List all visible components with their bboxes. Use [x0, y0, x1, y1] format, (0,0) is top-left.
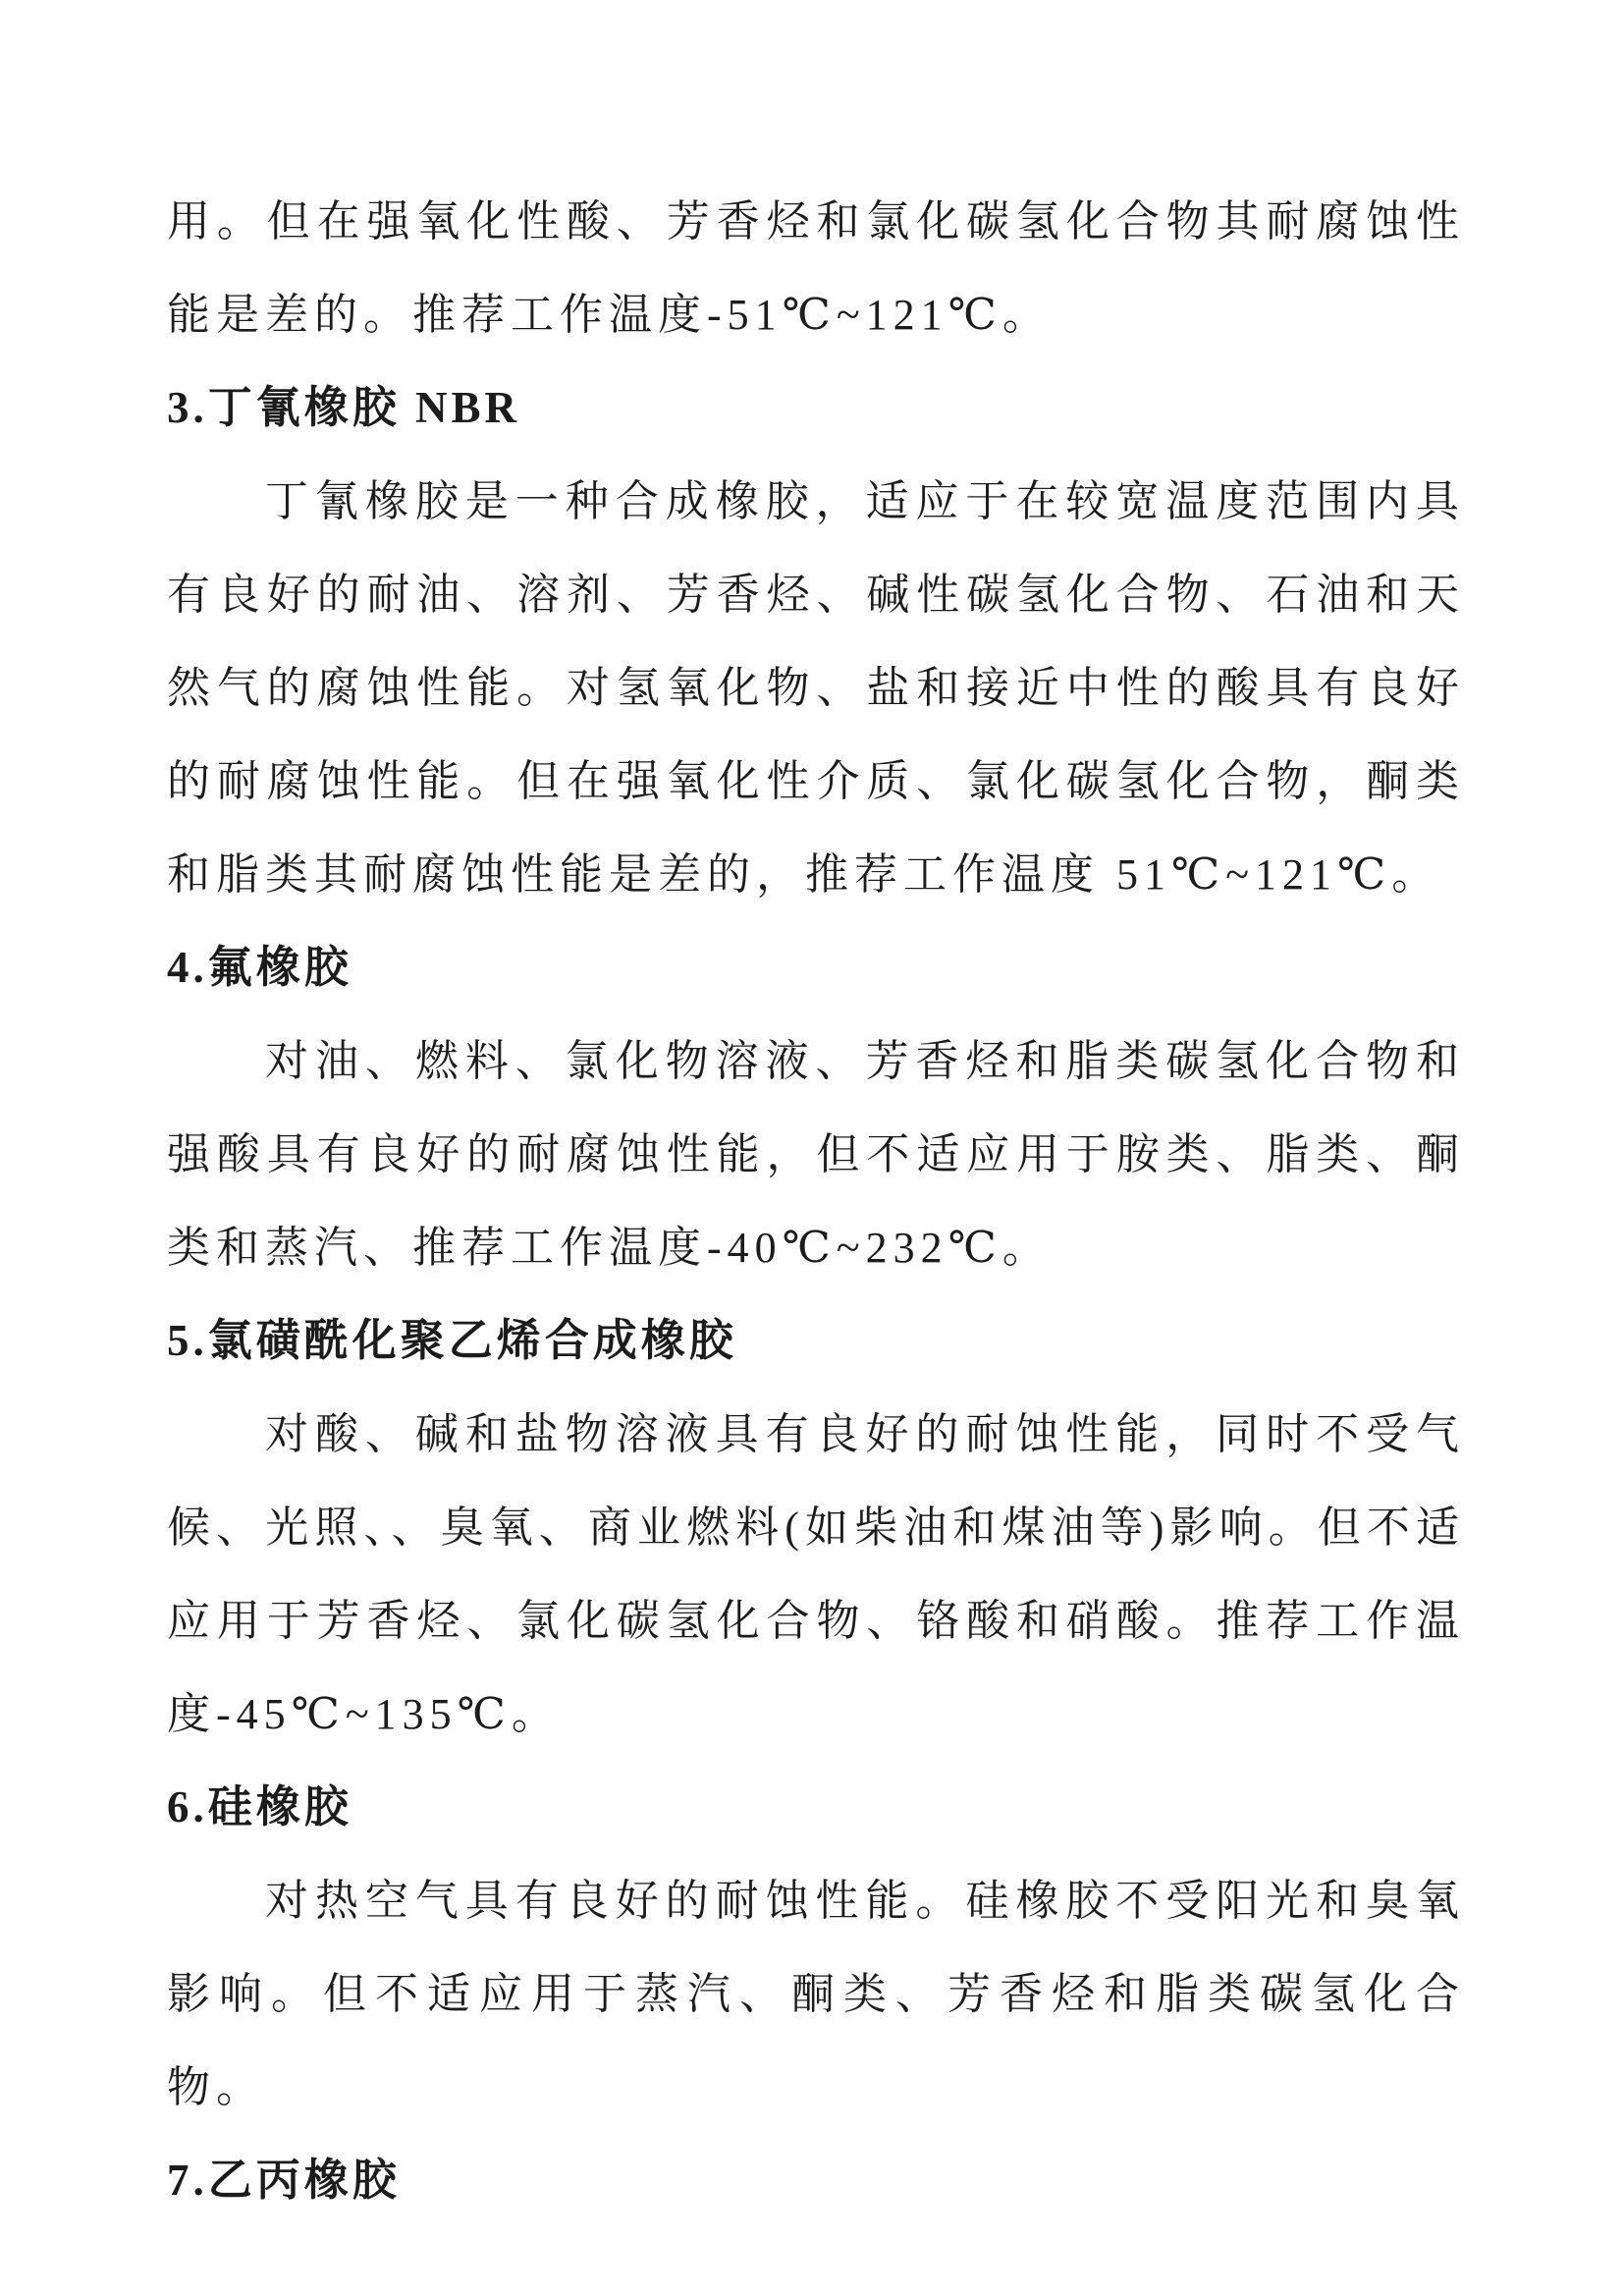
heading-section-4-fluoro-rubber: 4.氟橡胶	[167, 943, 352, 992]
paragraph-nbr-rubber: 丁氰橡胶是一种合成橡胶，适应于在较宽温度范围内具有良好的耐油、溶剂、芳香烃、碱性碳氢化合物、石油和天然气的腐蚀性能。对氢氧化物、盐和接近中性的酸具有良好的耐腐蚀性能。但在强氧化性介质、氯化碳氢化合物，酮类和脂类其耐腐蚀性能是差的，推荐工作温度 51℃~121℃。	[167, 477, 1465, 899]
heading-section-3-nbr-rubber: 3.丁氰橡胶 NBR	[167, 383, 521, 432]
paragraph-fluoro-rubber: 对油、燃料、氯化物溶液、芳香烃和脂类碳氢化合物和强酸具有良好的耐腐蚀性能，但不适应用于胺类、脂类、酮类和蒸汽、推荐工作温度-40℃~232℃。	[167, 1037, 1465, 1272]
paragraph-silicone-rubber: 对热空气具有良好的耐蚀性能。硅橡胶不受阳光和臭氧影响。但不适应用于蒸汽、酮类、芳香烃和脂类碳氢化合物。	[167, 1877, 1465, 2111]
document-content	[167, 175, 1465, 2227]
paragraph-csm-rubber: 对酸、碱和盐物溶液具有良好的耐蚀性能，同时不受气候、光照、、臭氧、商业燃料(如柴油和煤油等)影响。但不适应用于芳香烃、氯化碳氢化合物、铬酸和硝酸。推荐工作温度-45℃~135℃。	[167, 1410, 1465, 1738]
heading-section-7-epdm-rubber: 7.乙丙橡胶	[167, 2156, 401, 2205]
heading-section-5-csm-rubber: 5.氯磺酰化聚乙烯合成橡胶	[167, 1316, 737, 1365]
paragraph-continuation: 用。但在强氧化性酸、芳香烃和氯化碳氢化合物其耐腐蚀性能是差的。推荐工作温度-51℃~121℃。	[167, 197, 1465, 339]
heading-section-6-silicone-rubber: 6.硅橡胶	[167, 1782, 352, 1831]
